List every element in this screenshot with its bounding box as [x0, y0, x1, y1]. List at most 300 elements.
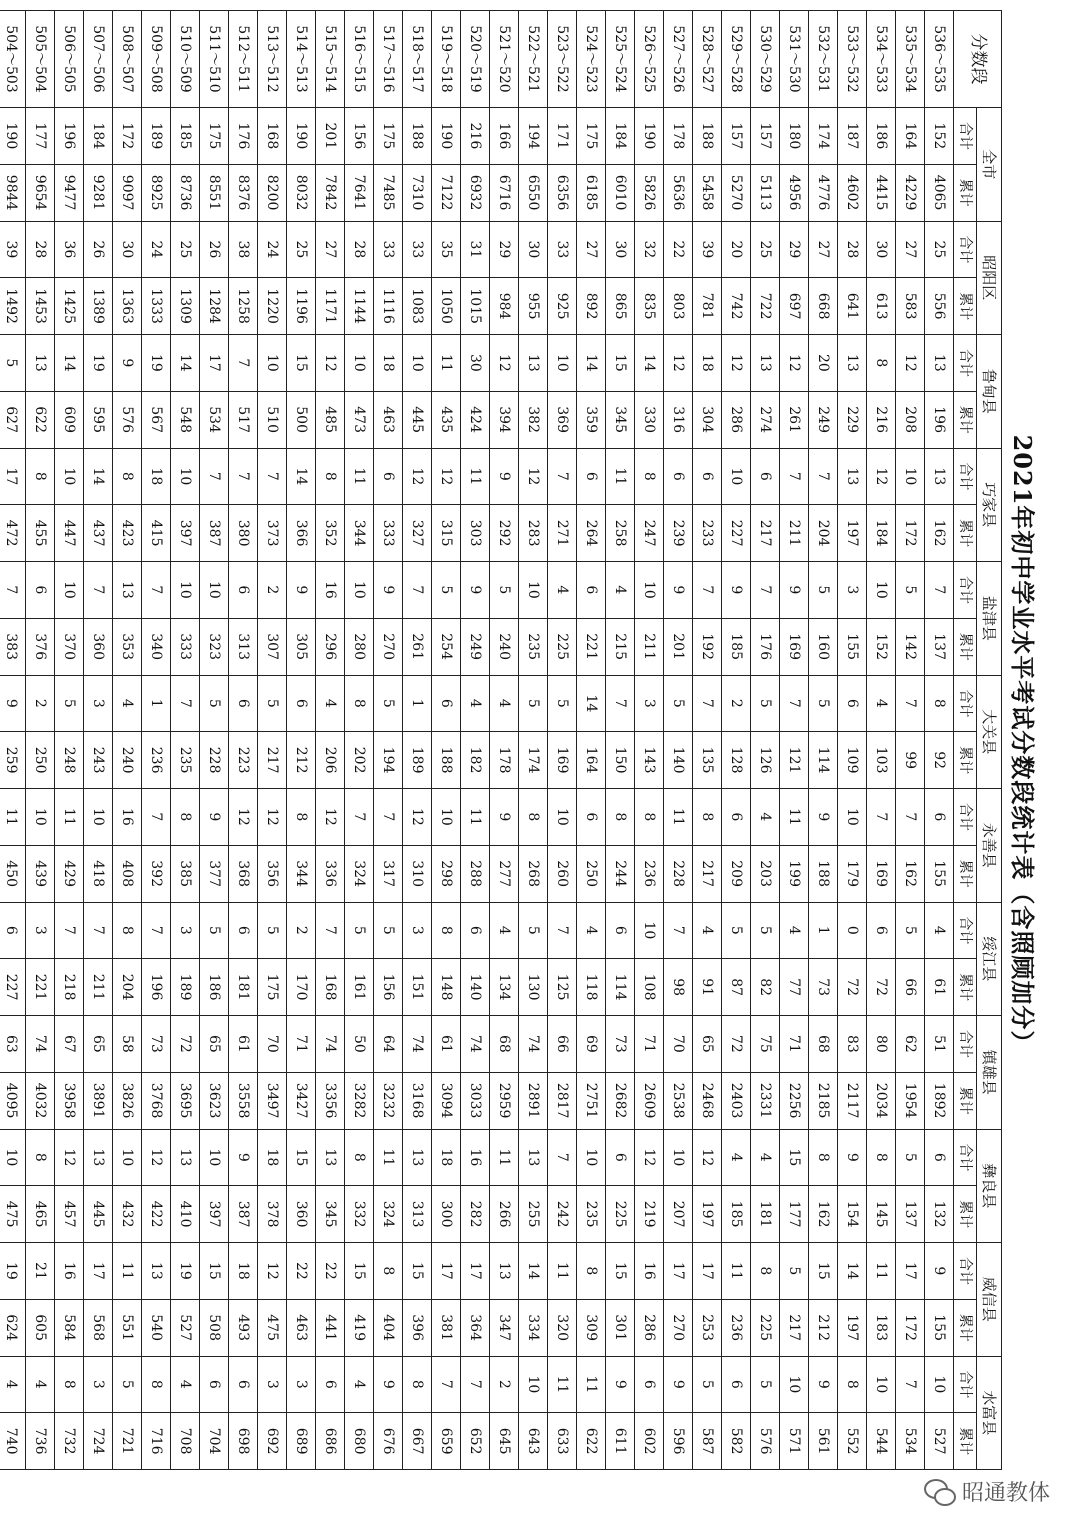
- table-cell: 172: [896, 1299, 925, 1356]
- table-cell: 8: [55, 1356, 84, 1413]
- table-cell: 254: [432, 618, 461, 675]
- table-row: [722, 11, 751, 1470]
- table-cell: 161: [345, 959, 374, 1016]
- table-cell: 353: [113, 618, 142, 675]
- table-cell: 261: [403, 618, 432, 675]
- table-cell: 6: [229, 675, 258, 732]
- table-cell: 315: [432, 505, 461, 562]
- table-cell: 3: [84, 1356, 113, 1413]
- subheader-cumulative: 累计: [954, 505, 977, 562]
- table-cell: 7: [403, 562, 432, 619]
- table-cell: 211: [635, 618, 664, 675]
- table-cell: 169: [548, 732, 577, 789]
- table-cell: 622: [577, 1413, 606, 1470]
- table-cell: 584: [55, 1299, 84, 1356]
- table-cell: 211: [84, 959, 113, 1016]
- table-row: [0, 11, 26, 1470]
- table-cell: 1196: [287, 278, 316, 335]
- table-cell: 4: [490, 675, 519, 732]
- table-cell: 283: [519, 505, 548, 562]
- table-cell: 9: [490, 448, 519, 505]
- table-cell: 8736: [171, 164, 200, 221]
- region-header: 巧家县: [977, 448, 1002, 562]
- table-cell: 15: [606, 1243, 635, 1300]
- table-cell: 9: [780, 562, 809, 619]
- table-cell: 12: [635, 1129, 664, 1186]
- table-cell: 12: [316, 789, 345, 846]
- table-row: [171, 11, 200, 1470]
- table-cell: 250: [577, 845, 606, 902]
- table-cell: 8: [345, 675, 374, 732]
- table-cell: 11: [867, 1243, 896, 1300]
- table-cell: 8: [693, 789, 722, 846]
- table-cell: 551: [113, 1299, 142, 1356]
- table-cell: 227: [0, 959, 26, 1016]
- table-cell: 12: [316, 335, 345, 392]
- table-cell: 22: [287, 1243, 316, 1300]
- table-cell: 6550: [519, 164, 548, 221]
- table-cell: 441: [316, 1299, 345, 1356]
- table-cell: 189: [403, 732, 432, 789]
- table-cell: 6: [229, 902, 258, 959]
- table-cell: 13: [519, 1129, 548, 1186]
- table-cell: 199: [780, 845, 809, 902]
- table-cell: 18: [229, 1243, 258, 1300]
- table-cell: 184: [867, 505, 896, 562]
- table-cell: 2: [722, 675, 751, 732]
- table-cell: 19: [142, 335, 171, 392]
- table-cell: 609: [55, 391, 84, 448]
- table-row: [606, 11, 635, 1470]
- table-cell: 475: [258, 1299, 287, 1356]
- table-cell: 4415: [867, 164, 896, 221]
- table-cell: 151: [403, 959, 432, 1016]
- table-cell: 10: [171, 562, 200, 619]
- table-row: [577, 11, 606, 1470]
- table-cell: 121: [780, 732, 809, 789]
- table-cell: 240: [490, 618, 519, 675]
- table-cell: 80: [867, 1016, 896, 1073]
- table-cell: 26: [200, 221, 229, 278]
- table-cell: 250: [26, 732, 55, 789]
- table-cell: 313: [229, 618, 258, 675]
- score-range-cell: 524～523: [577, 11, 606, 108]
- table-body: [0, 11, 954, 1470]
- table-cell: 196: [142, 959, 171, 1016]
- score-range-cell: 513～512: [258, 11, 287, 108]
- region-header: 水富县: [977, 1356, 1002, 1470]
- table-cell: 7: [374, 789, 403, 846]
- table-cell: 212: [287, 732, 316, 789]
- table-cell: 14: [55, 335, 84, 392]
- table-cell: 277: [490, 845, 519, 902]
- table-cell: 7: [200, 448, 229, 505]
- table-cell: 5: [751, 675, 780, 732]
- table-cell: 5: [519, 675, 548, 732]
- score-range-cell: 515～514: [316, 11, 345, 108]
- table-cell: 212: [809, 1299, 838, 1356]
- table-cell: 30: [606, 221, 635, 278]
- table-row: [461, 11, 490, 1470]
- table-cell: 208: [896, 391, 925, 448]
- table-cell: 324: [374, 1186, 403, 1243]
- wechat-icon: [924, 1479, 954, 1505]
- table-cell: 676: [374, 1413, 403, 1470]
- score-range-cell: 525～524: [606, 11, 635, 108]
- table-cell: 368: [229, 845, 258, 902]
- table-cell: 8: [113, 448, 142, 505]
- table-cell: 30: [519, 221, 548, 278]
- subheader-total: 合计: [954, 1016, 977, 1073]
- table-cell: 175: [258, 959, 287, 1016]
- table-cell: 602: [635, 1413, 664, 1470]
- table-cell: 4: [577, 902, 606, 959]
- table-cell: 16: [316, 562, 345, 619]
- table-cell: 10: [0, 1129, 26, 1186]
- table-cell: 8925: [142, 164, 171, 221]
- table-cell: 4032: [26, 1072, 55, 1129]
- table-cell: 15: [287, 335, 316, 392]
- table-cell: 51: [925, 1016, 954, 1073]
- subheader-total: 合计: [954, 221, 977, 278]
- table-cell: 258: [606, 505, 635, 562]
- table-cell: 70: [664, 1016, 693, 1073]
- table-cell: 188: [432, 732, 461, 789]
- table-cell: 7485: [374, 164, 403, 221]
- table-cell: 12: [896, 335, 925, 392]
- table-cell: 429: [55, 845, 84, 902]
- table-cell: 25: [925, 221, 954, 278]
- table-cell: 29: [780, 221, 809, 278]
- score-range-cell: 504～503: [0, 11, 26, 108]
- table-cell: 686: [316, 1413, 345, 1470]
- table-cell: 475: [0, 1186, 26, 1243]
- table-cell: 286: [635, 1299, 664, 1356]
- table-cell: 223: [229, 732, 258, 789]
- table-cell: 204: [809, 505, 838, 562]
- table-cell: 708: [171, 1413, 200, 1470]
- table-cell: 288: [461, 845, 490, 902]
- table-cell: 30: [461, 335, 490, 392]
- table-cell: 64: [374, 1016, 403, 1073]
- table-cell: 5: [896, 562, 925, 619]
- table-cell: 17: [0, 448, 26, 505]
- table-cell: 645: [490, 1413, 519, 1470]
- table-cell: 8: [925, 675, 954, 732]
- table-cell: 6: [751, 448, 780, 505]
- table-cell: 8: [809, 1129, 838, 1186]
- table-cell: 9: [809, 1356, 838, 1413]
- region-header-row: [977, 11, 1002, 1470]
- table-cell: 11: [461, 448, 490, 505]
- table-cell: 8: [26, 448, 55, 505]
- table-row: [316, 11, 345, 1470]
- table-cell: 323: [200, 618, 229, 675]
- table-cell: 4: [867, 675, 896, 732]
- subheader-total: 合计: [954, 675, 977, 732]
- table-cell: 305: [287, 618, 316, 675]
- table-cell: 209: [722, 845, 751, 902]
- table-cell: 128: [722, 732, 751, 789]
- table-cell: 3232: [374, 1072, 403, 1129]
- table-cell: 8: [26, 1129, 55, 1186]
- table-cell: 38: [229, 221, 258, 278]
- table-cell: 396: [403, 1299, 432, 1356]
- table-cell: 892: [577, 278, 606, 335]
- table-cell: 236: [142, 732, 171, 789]
- table-cell: 344: [345, 505, 374, 562]
- table-cell: 4: [780, 902, 809, 959]
- table-cell: 9844: [0, 164, 26, 221]
- table-cell: 298: [432, 845, 461, 902]
- table-cell: 6: [432, 675, 461, 732]
- subheader-cumulative: 累计: [954, 164, 977, 221]
- table-cell: 67: [55, 1016, 84, 1073]
- table-cell: 148: [432, 959, 461, 1016]
- table-cell: 2468: [693, 1072, 722, 1129]
- table-row: [548, 11, 577, 1470]
- table-cell: 196: [55, 108, 84, 165]
- table-cell: 527: [171, 1299, 200, 1356]
- table-cell: 576: [113, 391, 142, 448]
- table-cell: 303: [461, 505, 490, 562]
- table-cell: 9: [838, 1129, 867, 1186]
- table-cell: 74: [26, 1016, 55, 1073]
- table-cell: 72: [171, 1016, 200, 1073]
- table-row: [374, 11, 403, 1470]
- table-cell: 6: [925, 1129, 954, 1186]
- table-cell: 27: [809, 221, 838, 278]
- table-cell: 264: [577, 505, 606, 562]
- table-row: [519, 11, 548, 1470]
- table-cell: 3: [258, 1356, 287, 1413]
- table-cell: 50: [345, 1016, 374, 1073]
- table-cell: 4: [925, 902, 954, 959]
- table-cell: 17: [200, 335, 229, 392]
- table-cell: 7: [316, 902, 345, 959]
- table-cell: 5636: [664, 164, 693, 221]
- table-cell: 3: [26, 902, 55, 959]
- table-cell: 485: [316, 391, 345, 448]
- subheader-cumulative: 累计: [954, 391, 977, 448]
- table-cell: 156: [345, 108, 374, 165]
- table-cell: 39: [0, 221, 26, 278]
- table-cell: 190: [0, 108, 26, 165]
- table-cell: 415: [142, 505, 171, 562]
- watermark-text: 昭通教体: [961, 1481, 1050, 1506]
- table-cell: 217: [258, 732, 287, 789]
- table-cell: 517: [229, 391, 258, 448]
- table-cell: 229: [838, 391, 867, 448]
- table-cell: 211: [780, 505, 809, 562]
- table-cell: 736: [26, 1413, 55, 1470]
- score-range-cell: 522～521: [519, 11, 548, 108]
- score-range-cell: 533～532: [838, 11, 867, 108]
- table-cell: 8: [316, 448, 345, 505]
- table-cell: 9: [461, 562, 490, 619]
- table-cell: 70: [258, 1016, 287, 1073]
- table-cell: 7122: [432, 164, 461, 221]
- table-row: [142, 11, 171, 1470]
- score-range-cell: 534～533: [867, 11, 896, 108]
- table-cell: 668: [809, 278, 838, 335]
- table-cell: 330: [635, 391, 664, 448]
- watermark: [924, 1476, 1050, 1507]
- table-cell: 4956: [780, 164, 809, 221]
- table-cell: 1954: [896, 1072, 925, 1129]
- table-cell: 13: [84, 1129, 113, 1186]
- table-cell: 74: [403, 1016, 432, 1073]
- table-cell: 8: [171, 789, 200, 846]
- table-cell: 197: [693, 1186, 722, 1243]
- table-cell: 5: [113, 1356, 142, 1413]
- table-cell: 7: [142, 562, 171, 619]
- table-cell: 16: [113, 789, 142, 846]
- table-cell: 6: [316, 1356, 345, 1413]
- table-cell: 8200: [258, 164, 287, 221]
- table-cell: 721: [113, 1413, 142, 1470]
- table-cell: 17: [896, 1243, 925, 1300]
- table-cell: 261: [780, 391, 809, 448]
- table-cell: 260: [548, 845, 577, 902]
- table-cell: 465: [26, 1186, 55, 1243]
- table-cell: 7: [548, 902, 577, 959]
- table-cell: 4776: [809, 164, 838, 221]
- table-cell: 188: [403, 108, 432, 165]
- table-cell: 164: [577, 732, 606, 789]
- score-range-cell: 527～526: [664, 11, 693, 108]
- region-header: 大关县: [977, 675, 1002, 789]
- table-cell: 9097: [113, 164, 142, 221]
- table-cell: 69: [577, 1016, 606, 1073]
- table-cell: 188: [693, 108, 722, 165]
- subheader-total: 合计: [954, 1243, 977, 1300]
- table-cell: 740: [0, 1413, 26, 1470]
- table-cell: 22: [316, 1243, 345, 1300]
- table-cell: 7: [867, 789, 896, 846]
- table-cell: 36: [55, 221, 84, 278]
- table-cell: 742: [722, 278, 751, 335]
- table-cell: 11: [548, 1243, 577, 1300]
- table-cell: 2185: [809, 1072, 838, 1129]
- table-cell: 704: [200, 1413, 229, 1470]
- table-cell: 5: [780, 1243, 809, 1300]
- table-cell: 472: [0, 505, 26, 562]
- table-cell: 6: [838, 675, 867, 732]
- table-cell: 2609: [635, 1072, 664, 1129]
- table-cell: 8: [142, 1356, 171, 1413]
- table-cell: 366: [287, 505, 316, 562]
- score-range-cell: 531～530: [780, 11, 809, 108]
- table-cell: 233: [693, 505, 722, 562]
- table-cell: 61: [229, 1016, 258, 1073]
- table-cell: 9: [374, 562, 403, 619]
- table-cell: 71: [635, 1016, 664, 1073]
- table-cell: 370: [55, 618, 84, 675]
- table-cell: 1892: [925, 1072, 954, 1129]
- table-cell: 20: [809, 335, 838, 392]
- table-cell: 14: [519, 1243, 548, 1300]
- table-cell: 377: [200, 845, 229, 902]
- table-cell: 307: [258, 618, 287, 675]
- subheader-cumulative: 累计: [954, 845, 977, 902]
- table-cell: 217: [693, 845, 722, 902]
- table-cell: 7: [925, 562, 954, 619]
- table-cell: 33: [403, 221, 432, 278]
- table-cell: 178: [490, 732, 519, 789]
- table-cell: 187: [838, 108, 867, 165]
- table-cell: 534: [896, 1413, 925, 1470]
- table-cell: 1144: [345, 278, 374, 335]
- table-cell: 17: [461, 1243, 490, 1300]
- table-cell: 4: [490, 902, 519, 959]
- table-cell: 4: [0, 1356, 26, 1413]
- table-cell: 397: [200, 1186, 229, 1243]
- table-cell: 155: [838, 618, 867, 675]
- table-cell: 336: [316, 845, 345, 902]
- table-cell: 217: [780, 1299, 809, 1356]
- table-cell: 204: [113, 959, 142, 1016]
- table-cell: 447: [55, 505, 84, 562]
- table-cell: 3695: [171, 1072, 200, 1129]
- table-cell: 12: [258, 789, 287, 846]
- table-cell: 9: [722, 562, 751, 619]
- table-cell: 270: [374, 618, 403, 675]
- table-cell: 3768: [142, 1072, 171, 1129]
- table-cell: 4: [26, 1356, 55, 1413]
- table-cell: 130: [519, 959, 548, 1016]
- table-cell: 282: [461, 1186, 490, 1243]
- table-cell: 169: [867, 845, 896, 902]
- table-cell: 2: [490, 1356, 519, 1413]
- table-cell: 183: [867, 1299, 896, 1356]
- table-cell: 225: [751, 1299, 780, 1356]
- table-cell: 540: [142, 1299, 171, 1356]
- table-cell: 7: [693, 562, 722, 619]
- table-cell: 6: [229, 1356, 258, 1413]
- table-cell: 3: [838, 562, 867, 619]
- table-cell: 15: [809, 1243, 838, 1300]
- table-cell: 30: [867, 221, 896, 278]
- subheader-total: 合计: [954, 448, 977, 505]
- table-cell: 73: [142, 1016, 171, 1073]
- table-cell: 114: [809, 732, 838, 789]
- table-cell: 6: [635, 1356, 664, 1413]
- table-cell: 2331: [751, 1072, 780, 1129]
- table-cell: 4: [548, 562, 577, 619]
- table-cell: 103: [867, 732, 896, 789]
- score-range-cell: 530～529: [751, 11, 780, 108]
- table-cell: 12: [55, 1129, 84, 1186]
- table-cell: 2817: [548, 1072, 577, 1129]
- table-cell: 404: [374, 1299, 403, 1356]
- table-cell: 3958: [55, 1072, 84, 1129]
- subheader-total: 合计: [954, 562, 977, 619]
- table-cell: 180: [780, 108, 809, 165]
- table-cell: 13: [925, 448, 954, 505]
- table-cell: 567: [142, 391, 171, 448]
- table-cell: 955: [519, 278, 548, 335]
- table-cell: 595: [84, 391, 113, 448]
- table-cell: 6: [26, 562, 55, 619]
- table-cell: 24: [142, 221, 171, 278]
- table-cell: 8: [838, 1356, 867, 1413]
- table-cell: 3497: [258, 1072, 287, 1129]
- table-row: [432, 11, 461, 1470]
- table-cell: 15: [200, 1243, 229, 1300]
- table-cell: 108: [635, 959, 664, 1016]
- table-cell: 11: [490, 1129, 519, 1186]
